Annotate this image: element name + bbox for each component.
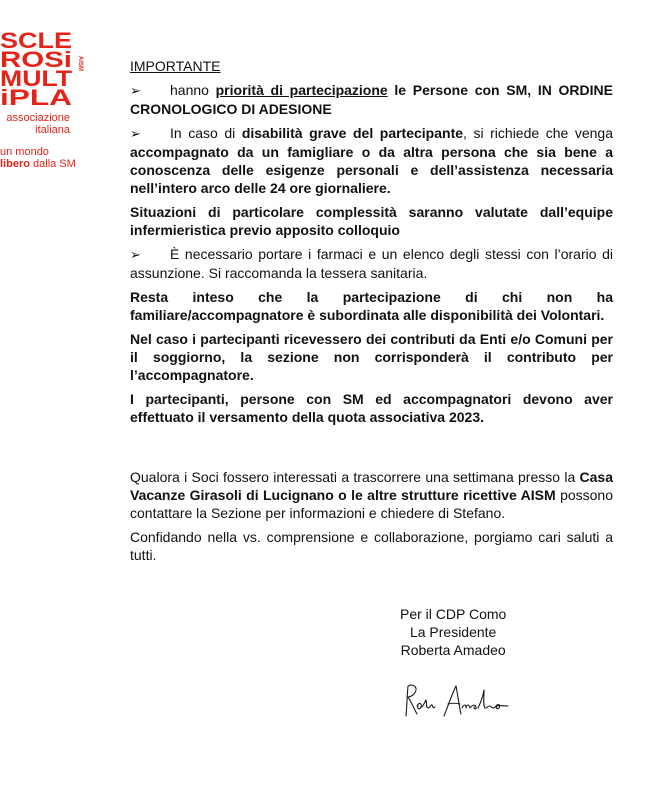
bullet1-text-2: priorità di partecipazione [215, 82, 388, 98]
logo-association-line-2: italiana [35, 124, 70, 136]
bullet-disability [130, 124, 613, 197]
bullet-priority [130, 81, 613, 118]
logo-side-text: AISM [77, 56, 83, 71]
bullet3-text: È necessario portare i farmaci e un elenco degli stessi con l’orario di assunzione. Si raccomanda la tessera sanitaria. [130, 246, 613, 281]
para-contributi: Nel caso i partecipanti ricevessero dei contributi da Enti e/o Comuni per il soggiorno, la sezione non corrisponderà il contributo per l’accompagnatore. [130, 331, 613, 383]
logo-line-1: SCLE [0, 28, 72, 53]
letter-heading: IMPORTANTE [130, 58, 221, 74]
logo-line-4: iPLA [0, 85, 73, 110]
bullet2-text-1: In caso di [170, 125, 242, 141]
slogan-rest: dalla SM [29, 158, 76, 170]
slogan-line-1: un mondo [0, 146, 49, 158]
signature-icon [400, 676, 520, 726]
logo-association-line-1: associazione [6, 112, 70, 124]
para-quota: I partecipanti, persone con SM ed accompagnatori devono aver effettuato il versamento della quota associativa 2023. [130, 391, 613, 425]
letter-body [130, 57, 613, 570]
closing-line-1: Per il CDP Como [400, 606, 507, 622]
bullet2-text-3: , si richiede che venga [463, 125, 613, 141]
bullet1-text-1: hanno [170, 82, 216, 98]
bullet2-text-4: accompagnato da un famigliare o da altra persona che sia bene a conoscenza delle esigenze personali e dell’assistenza necessaria nell’intero arco delle 24 ore giornaliere. [130, 144, 613, 196]
qualora-text-1: Qualora i Soci fossero interessati a trascorrere una settimana presso la [130, 469, 580, 485]
para-qualora [130, 468, 613, 522]
bullet-medicines [130, 245, 613, 282]
aism-logo [0, 30, 110, 170]
qualora-text-3: possono contattare la Sezione per informazioni e chiedere di Stefano. [130, 487, 613, 521]
bullet1-text-3: le Persone con SM, IN ORDINE CRONOLOGICO DI ADESIONE [130, 82, 613, 117]
logo-line-3: MULT [0, 66, 73, 91]
closing-line-2: La Presidente [409, 624, 497, 640]
closing-line-3: Roberta Amadeo [400, 642, 506, 658]
logo-line-2: ROSi [0, 47, 72, 72]
handwritten-signature [400, 676, 520, 731]
bullet2-text-2: disabilità grave del partecipante [241, 125, 464, 141]
bullet-arrow-icon: ➢ [130, 83, 141, 98]
para-resta: Resta inteso che la partecipazione di chi non ha familiare/accompagnatore è subordinata alle disponibilità dei Volontari. [130, 289, 613, 323]
logo-slogan [0, 146, 90, 170]
qualora-text-2: Casa Vacanze Girasoli di Lucignano o le altre strutture ricettive AISM [130, 469, 613, 503]
bullet-arrow-icon: ➢ [130, 126, 141, 141]
logo-wordmark [0, 30, 100, 112]
bullet-arrow-icon: ➢ [130, 247, 141, 262]
para-confidando: Confidando nella vs. comprensione e collaborazione, porgiamo cari saluti a tutti. [130, 529, 613, 563]
para-complexity: Situazioni di particolare complessità saranno valutate dall’equipe infermieristica previo apposito colloquio [130, 204, 613, 238]
spacer [130, 432, 613, 468]
closing-block [400, 605, 506, 659]
slogan-bold: libero [0, 158, 30, 170]
